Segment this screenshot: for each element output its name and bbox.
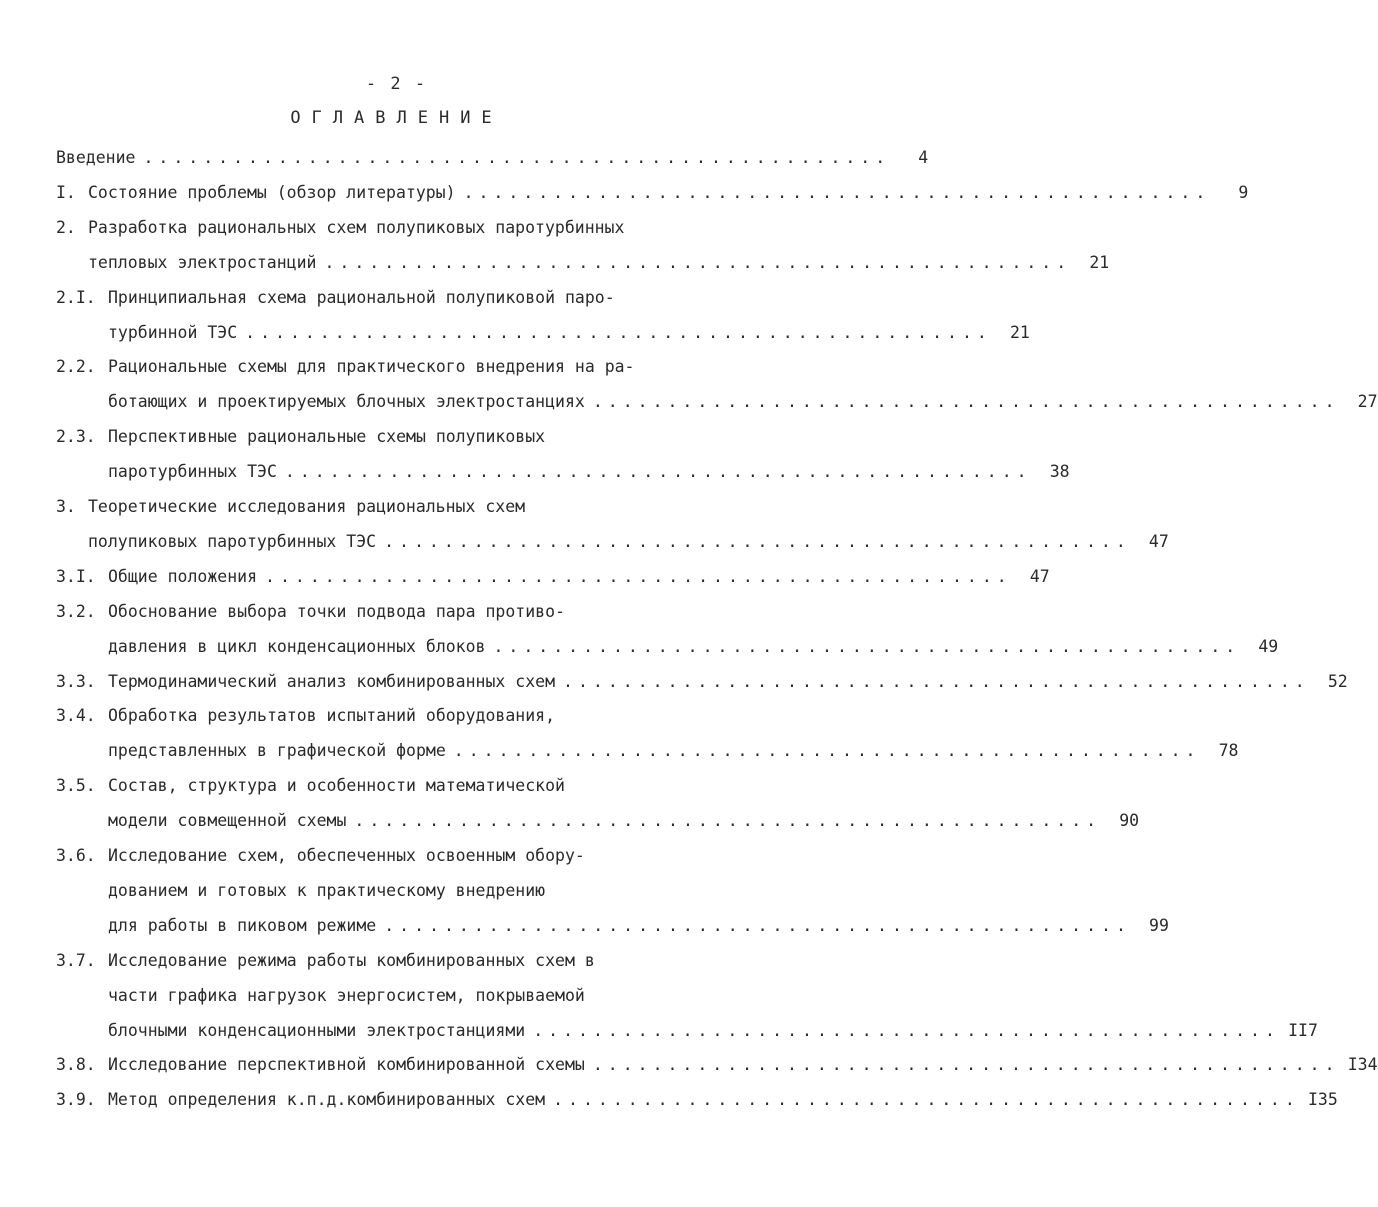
toc-entry-title: части графика нагрузок энергосистем, покрываемой [108,985,585,1005]
toc-line [56,1052,1378,1078]
toc-entry-number: 2. [56,217,76,237]
toc-line [108,389,1378,415]
toc-leader-dots: .................................................. [265,566,1012,586]
toc-line [56,1087,1338,1113]
toc-entry-title: Перспективные рациональные схемы полупиковых [108,427,546,447]
toc-entry-title: Обоснование выбора точки подвода пара противо- [108,601,565,621]
toc-entry-title: блочными конденсационными электростанциями [108,1020,526,1040]
toc-leader-dots: .................................................. [493,636,1241,656]
toc-leader-dots: .................................................. [463,182,1211,202]
toc-line [108,983,737,1009]
toc-entry-page: 21 [1009,322,1030,342]
toc-entry-title: Рациональные схемы для практического внедрения на ра- [108,357,635,377]
toc-entry-title: Состав, структура и особенности математической [108,776,565,796]
toc-leader-dots: .................................................. [284,462,1032,482]
toc-entry-title: тепловых электростанций [88,252,317,272]
toc-entry-title: полупиковых паротурбинных ТЭС [88,531,377,551]
toc-entry-title: давления в цикл конденсационных блоков [108,636,486,656]
toc-entry-number: 2.I. [56,287,96,307]
toc-line [108,320,1030,346]
toc-line [56,180,1249,206]
toc-line [56,564,1050,590]
toc-line [56,494,737,520]
toc-entry-number: 3.3. [56,671,96,691]
toc-line [56,843,737,869]
toc-entry-number: 3.6. [56,846,96,865]
toc-heading: ОГЛАВЛЕНИЕ [290,108,503,128]
toc-leader-dots: .................................................. [563,671,1310,691]
toc-line [108,913,1169,939]
toc-line [108,808,1140,834]
toc-entry-title: Разработка рациональных схем полупиковых паротурбинных [88,217,625,237]
toc-entry-page: 38 [1049,462,1070,482]
toc-entry-page: 9 [1238,182,1249,202]
toc-line [88,250,1110,276]
toc-line [108,1018,1318,1044]
toc-line [56,285,737,311]
toc-entry-title: представленных в графической форме [108,741,446,761]
toc-entry-number: 3.8. [56,1055,96,1075]
toc-leader-dots: .................................................. [553,1090,1300,1110]
toc-line [56,215,737,241]
toc-entry-title: ботающих и проектируемых блочных электростанциях [108,392,585,412]
toc-entry-number: 3.4. [56,706,96,726]
toc-entry-title: Теоретические исследования рациональных схем [88,497,526,516]
toc-line [108,634,1279,660]
toc-entry-title: Введение [56,148,136,167]
toc-leader-dots: .................................................. [384,915,1131,935]
toc-line [56,773,737,799]
toc-entry-number: 3.I. [56,566,96,586]
toc-entry-title: модели совмещенной схемы [108,811,347,831]
toc-entry-title: турбинной ТЭС [108,322,238,342]
toc-line [56,424,737,450]
toc-entry-page: 27 [1357,392,1378,412]
toc-leader-dots: .................................................. [143,148,891,167]
toc-entry-page: I34 [1347,1055,1378,1075]
toc-entry-page: 47 [1029,566,1050,586]
toc-entry-page: 52 [1327,671,1348,691]
toc-entry-page: II7 [1288,1020,1318,1040]
page-number: - 2 - [365,74,428,94]
toc-entry-page: 47 [1148,531,1169,551]
toc-entry-number: I. [56,182,76,202]
toc-entry-title: Исследование перспективной комбинированной схемы [108,1055,585,1075]
toc-entry-page: 4 [918,148,929,167]
toc-line [56,669,1348,695]
toc-entry-title: Общие положения [108,566,258,586]
toc-entry-number: 3.5. [56,776,96,796]
toc-line [108,738,1239,764]
toc-entry-number: 3. [56,497,76,516]
toc-entry-number: 3.2. [56,601,96,621]
toc-entry-number: 3.9. [56,1090,96,1110]
toc-entry-number: 2.2. [56,357,96,377]
toc-leader-dots: .................................................. [245,322,992,342]
toc-entry-page: 99 [1149,915,1169,935]
toc-line [56,948,737,974]
toc-leader-dots: .................................................. [354,811,1102,831]
toc-entry-page: 78 [1218,741,1239,761]
toc-line [108,459,1070,485]
toc-line [88,529,1169,555]
toc-entry-page: 90 [1119,811,1140,831]
toc-entry-page: I35 [1307,1090,1338,1110]
toc-entry-page: 49 [1258,636,1279,656]
toc-line [56,354,737,380]
toc-entry-title: Состояние проблемы (обзор литературы) [88,182,456,202]
toc-entry-title: для работы в пиковом режиме [108,915,377,935]
toc-leader-dots: .................................................. [324,252,1072,272]
toc-entry-title: дованием и готовых к практическому внедрению [108,880,546,900]
toc-leader-dots: .................................................. [592,392,1340,412]
toc-line [56,599,737,625]
toc-entry-title: Метод определения к.п.д.комбинированных схем [108,1090,546,1110]
toc-entry-page: 21 [1089,252,1110,272]
toc-entry-title: Исследование схем, обеспеченных освоенным обору- [108,846,585,865]
toc-leader-dots: .................................................. [453,741,1201,761]
toc-entry-number: 3.7. [56,950,96,970]
toc-line [108,878,737,904]
toc-line [56,703,737,729]
toc-leader-dots: .................................................. [592,1055,1340,1075]
toc-entry-title: паротурбинных ТЭС [108,462,277,482]
toc-entry-title: Обработка результатов испытаний оборудования, [108,706,556,726]
toc-entry-title: Исследование режима работы комбинированных схем в [108,950,595,970]
toc-leader-dots: .................................................. [384,531,1131,551]
toc-line [56,145,929,171]
toc-entry-title: Принципиальная схема рациональной полупиковой паро- [108,287,615,307]
toc-leader-dots: .................................................. [533,1020,1280,1040]
toc-entry-title: Термодинамический анализ комбинированных схем [108,671,556,691]
toc-entry-number: 2.3. [56,427,96,447]
